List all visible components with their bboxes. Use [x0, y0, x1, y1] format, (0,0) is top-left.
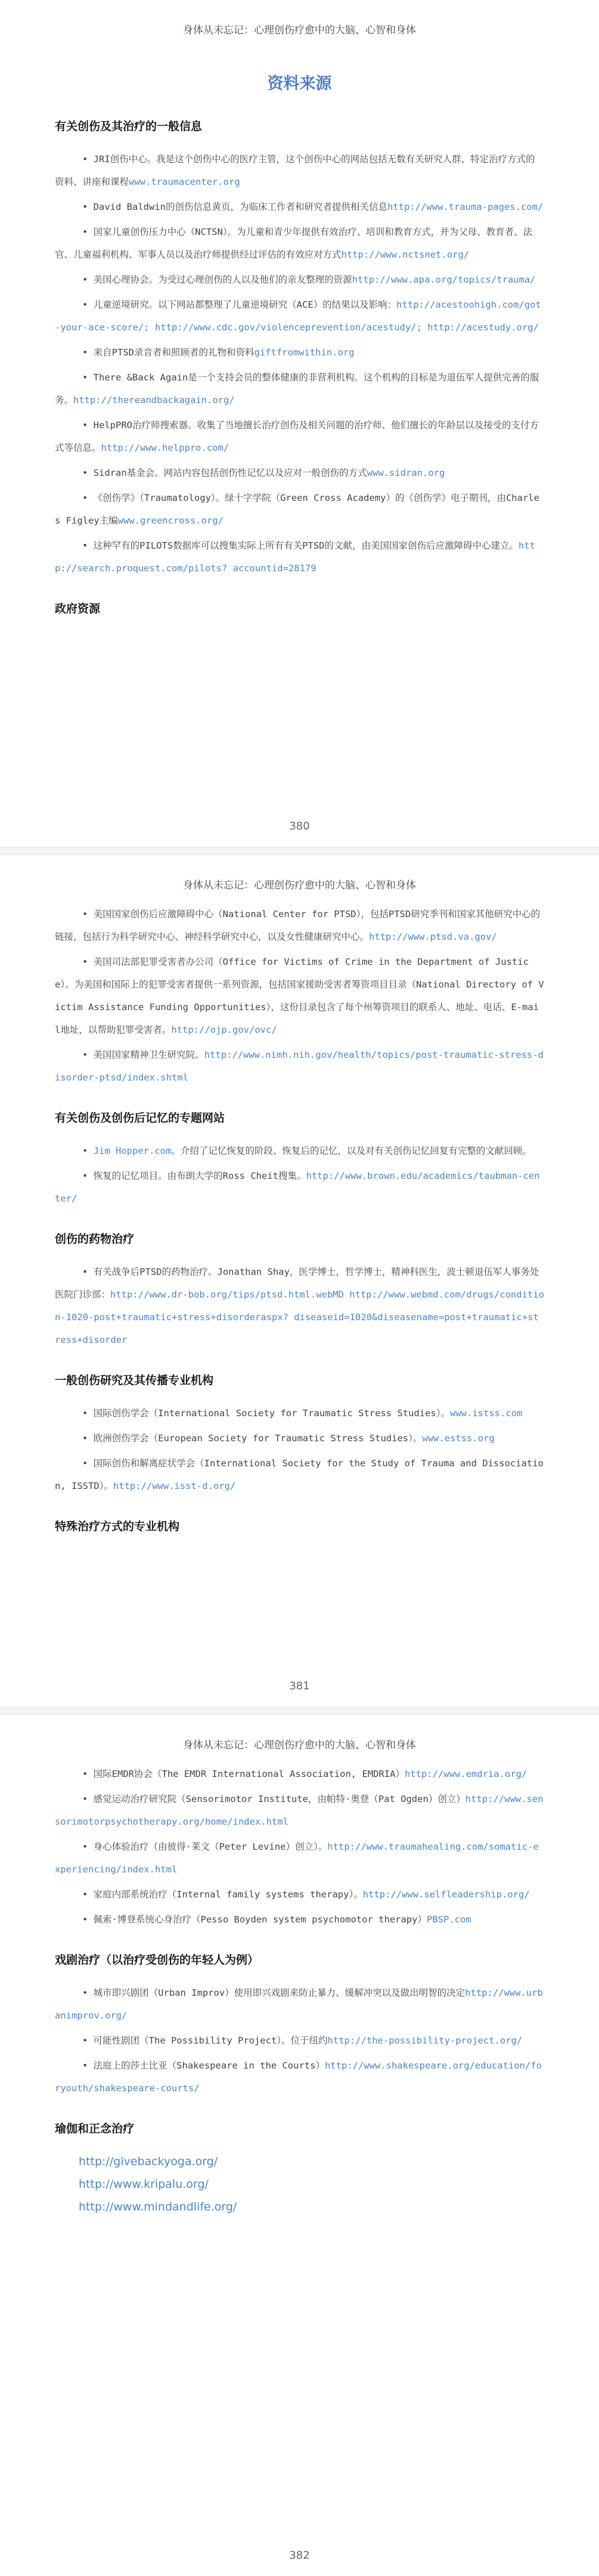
section-heading: 有关创伤及其治疗的一般信息	[55, 120, 203, 133]
resource-link[interactable]: giftfromwithin.org	[254, 347, 355, 358]
resource-entry: • 美国司法部犯罪受害者办公司（Office for Victims of Crime in the Department of Justice）。为美国和国际上的犯罪受害者提供一系列资源，包括国家援助受害者筹资项目目录（National Directory of Victim Assistance Funding Opportunities），这份目录包含了每个州筹资项目的联系人、地址、电话、E-mail地址，以帮助犯罪受害者。http://ojp.gov/ovc/	[55, 956, 544, 1035]
resource-link[interactable]: http://www.nimh.nih.gov/health/topics/post-traumatic-stress-disorder-ptsd/index.shtml	[55, 1049, 544, 1083]
resource-entry: • 家庭内部系统治疗（Internal family systems therapy）。http://www.selfleadership.org/	[82, 1889, 530, 1900]
resource-link[interactable]: http://www.apa.org/topics/trauma/	[352, 274, 536, 285]
resource-entry: • 感觉运动治疗研究院（Sensorimotor Institute，由帕特·奥登（Pat Ogden）创立）http://www.sensorimotorpsychotherapy.org/home/index.html	[55, 1794, 544, 1827]
book-page-382	[0, 1715, 599, 2576]
resource-link[interactable]: http://www.urbanimprov.org/	[55, 1987, 543, 2021]
resource-entry: • 美国国家精神卫生研究院。http://www.nimh.nih.gov/health/topics/post-traumatic-stress-disorder-ptsd/index.shtml	[55, 1049, 544, 1083]
section-heading: 有关创伤及创伤后记忆的专题网站	[55, 1111, 225, 1125]
resource-entry: • 国家儿童创伤压力中心（NCTSN）。为儿童和青少年提供有效治疗、培训和教育方式，并为父母、教育者、法官、儿童福利机构、军事人员以及治疗师提供经过评估的有效应对方式http://www.nctsnet.org/	[55, 227, 533, 260]
resource-link[interactable]: http://www.helppro.com/	[101, 442, 229, 453]
resource-link[interactable]: http://www.mindandlife.org/	[79, 2200, 237, 2213]
section-heading: 创伤的药物治疗	[55, 1233, 135, 1246]
resource-entry: • 城市即兴剧团（Urban Improv）使用即兴戏剧来防止暴力、缓解冲突以及做出明智的决定http://www.urbanimprov.org/	[55, 1987, 543, 2021]
resource-entry: • 儿童逆境研究。以下网站都整理了儿童逆境研究（ACE）的结果以及影响：http://acestoohigh.com/got-your-ace-score/; http://www.cdc.gov/violenceprevention/acestudy/; http://acestudy.org/	[55, 299, 541, 333]
resource-entry: • 法庭上的莎士比亚（Shakespeare in the Courts）http://www.shakespeare.org/education/foryouth/shakespeare-courts/	[55, 2060, 542, 2094]
book-page-381	[0, 855, 599, 1707]
resource-entry: • HelpPRO治疗师搜索器。收集了当地擅长治疗创伤及相关问题的治疗师、他们擅长的年龄层以及接受的支付方式等信息。http://www.helppro.com/	[55, 420, 539, 453]
book-page-380	[0, 0, 599, 847]
resource-entry: • 国际创伤学会（International Society for Traumatic Stress Studies）。www.istss.com	[82, 1408, 523, 1419]
resource-entry: • 这种罕有的PILOTS数据库可以搜集实际上所有有关PTSD的文献，由美国国家创伤后应激障碍中心建立。http://search.proquest.com/pilots? accountid=28179	[55, 540, 535, 574]
resource-link[interactable]: http://search.proquest.com/pilots? accountid=28179	[55, 540, 535, 574]
section-heading: 戏剧治疗（以治疗受创伤的年轻人为例）	[55, 1953, 259, 1967]
running-head: 身体从未忘记：心理创伤疗愈中的大脑、心智和身体	[183, 880, 416, 891]
chapter-title: 资料来源	[267, 75, 332, 93]
resource-entry: • 佩索·博登系统心身治疗（Pesso Boyden system psychomotor therapy）PBSP.com	[82, 1914, 471, 1925]
resource-entry: • 国际创伤和解离症状学会（International Society for the Study of Trauma and Dissociation, ISSTD）。http://www.isst-d.org/	[55, 1458, 544, 1491]
resource-entry: • Jim Hopper.com。介绍了记忆恢复的阶段、恢复后的记忆，以及对有关创伤记忆回复有完整的文献回顾。	[82, 1145, 532, 1156]
section-heading: 瑜伽和正念治疗	[55, 2122, 135, 2135]
resource-link[interactable]: http://acestoohigh.com/got-your-ace-score/; http://www.cdc.gov/violenceprevention/acestudy/; http://acestudy.org/	[55, 299, 541, 333]
page-number: 380	[289, 820, 310, 832]
resource-entry: • 《创伤学》（Traumatology）。绿十字学院（Green Cross Academy）的《创伤学》电子期刊，由Charles Figley主编www.greencross.org/	[55, 493, 539, 526]
resource-entry: • 身心体验治疗（由彼得·莱文（Peter Levine）创立）。http://www.traumahealing.com/somatic-experiencing/index.html	[55, 1841, 539, 1875]
resource-entry: • There &Back Again是一个支持会员的整体健康的非营利机构。这个机构的目标是为退伍军人提供完善的服务。http://thereandbackagain.org/	[55, 372, 539, 405]
resource-link[interactable]: http://www.dr-bob.org/tips/ptsd.html.webMD http://www.webmd.com/drugs/condition-1020-post+traumatic+stress+disorderaspx? diseaseid=1020&diseasename=post+traumatic+stress+disorder	[55, 1289, 544, 1345]
resource-link[interactable]: http://www.shakespeare.org/education/foryouth/shakespeare-courts/	[55, 2060, 542, 2094]
resource-entry: • JRI创伤中心。我是这个创伤中心的医疗主管，这个创伤中心的网站包括无数有关研究人群、特定治疗方式的资料、讲座和课程www.traumacenter.org	[55, 154, 535, 187]
resource-entry: • 美国心理协会。为受过心理创伤的人以及他们的亲友整理的资源http://www.apa.org/topics/trauma/	[82, 274, 536, 285]
resource-link[interactable]: http://givebackyoga.org/	[79, 2155, 218, 2168]
resource-link[interactable]: http://www.traumahealing.com/somatic-experiencing/index.html	[55, 1841, 539, 1875]
resource-link[interactable]: http://ojp.gov/ovc/	[171, 1024, 277, 1035]
resource-link[interactable]: http://www.trauma-pages.com/	[387, 202, 544, 212]
resource-entry: • David Baldwin的创伤信息黄页，为临床工作者和研究者提供相关信息http://www.trauma-pages.com/	[82, 202, 544, 212]
section-heading: 一般创伤研究及其传播专业机构	[55, 1374, 214, 1387]
resource-link[interactable]: http://www.nctsnet.org/	[341, 249, 470, 260]
resource-entry: • 可能性剧团（The Possibility Project）。位于纽约http://the-possibility-project.org/	[82, 2035, 523, 2046]
resource-entry: • 美国国家创伤后应激障碍中心（National Center for PTSD），包括PTSD研究季刊和国家其他研究中心的链接，包括行为科学研究中心、神经科学研究中心，以及女性健康研究中心。http://www.ptsd.va.gov/	[55, 909, 541, 942]
resource-link[interactable]: www.sidran.org	[367, 467, 445, 478]
resource-entry: • 来自PTSD录音者和照顾者的礼物和资料giftfromwithin.org	[82, 347, 355, 358]
resource-link[interactable]: www.greencross.org/	[117, 515, 224, 526]
resource-link[interactable]: www.estss.org	[422, 1433, 495, 1444]
section-heading: 政府资源	[55, 602, 101, 615]
resource-link[interactable]: http://www.isst-d.org/	[113, 1481, 236, 1491]
resource-link[interactable]: http://www.selfleadership.org/	[362, 1889, 530, 1900]
resource-entry: • Sidran基金会。网站内容包括创伤性记忆以及应对一般创伤的方式www.sidran.org	[82, 467, 445, 478]
resource-entry: • 国际EMDR协会（The EMDR International Association, EMDRIA）http://www.emdria.org/	[82, 1769, 527, 1779]
page-number: 382	[289, 2549, 310, 2562]
resource-link[interactable]: http://thereandbackagain.org/	[73, 395, 235, 405]
resource-link[interactable]: http://the-possibility-project.org/	[327, 2035, 523, 2046]
page-number: 381	[289, 1680, 310, 1692]
resource-entry: • 欧洲创伤学会（European Society for Traumatic Stress Studies）。www.estss.org	[82, 1433, 495, 1444]
resource-entry: • 恢复的记忆项目。由布朗大学的Ross Cheit搜集。http://www.brown.edu/academics/taubman-center/	[55, 1171, 540, 1204]
resource-link[interactable]: http://www.brown.edu/academics/taubman-center/	[55, 1171, 540, 1204]
running-head: 身体从未忘记：心理创伤疗愈中的大脑、心智和身体	[183, 24, 416, 36]
resource-link[interactable]: http://www.ptsd.va.gov/	[369, 931, 497, 942]
resource-link[interactable]: www.traumacenter.org	[129, 177, 240, 187]
section-heading: 特殊治疗方式的专业机构	[55, 1520, 180, 1533]
resource-link[interactable]: http://www.emdria.org/	[404, 1769, 527, 1779]
running-head: 身体从未忘记：心理创伤疗愈中的大脑、心智和身体	[183, 1739, 416, 1751]
resource-link[interactable]: Jim Hopper.com	[93, 1145, 172, 1156]
resource-link[interactable]: PBSP.com	[426, 1914, 471, 1925]
resource-entry: • 有关战争后PTSD的药物治疗。Jonathan Shay，医学博士，哲学博士，精神科医生，波士顿退伍军人事务处医院门诊部：http://www.dr-bob.org/tips/ptsd.html.webMD http://www.webmd.com/drugs/condition-1020-post+traumatic+stress+disorderaspx? diseaseid=1020&diseasename=post+traumatic+stress+disorder	[55, 1267, 544, 1345]
resource-link[interactable]: http://www.sensorimotorpsychotherapy.org/home/index.html	[55, 1794, 544, 1827]
resource-link[interactable]: www.istss.com	[450, 1408, 523, 1419]
resource-link[interactable]: http://www.kripalu.org/	[79, 2178, 209, 2191]
url-list	[55, 2150, 544, 2218]
